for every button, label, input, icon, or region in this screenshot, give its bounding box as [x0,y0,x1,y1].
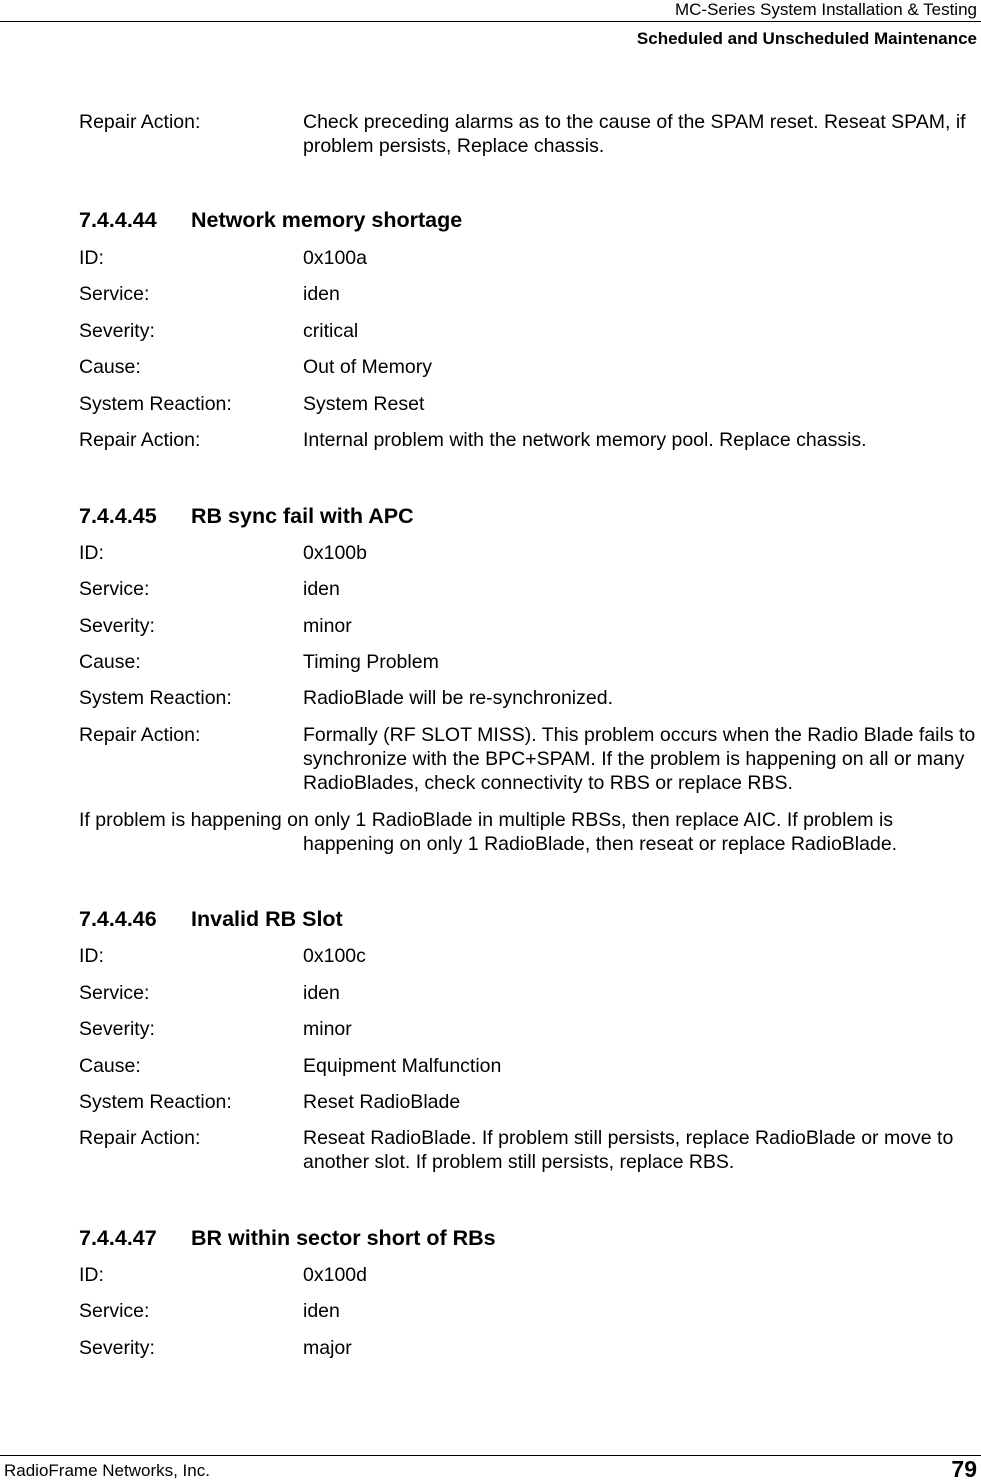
field-label: Severity: [79,320,155,342]
field-label: Cause: [79,1055,141,1077]
field-value: Internal problem with the network memory pool. Replace chassis. [303,429,867,451]
section-heading-44 [79,207,462,233]
note-paragraph [79,808,977,856]
field-row [79,1017,977,1041]
field-label: ID: [79,542,104,564]
field-label: Repair Action: [79,1127,201,1149]
field-label: Repair Action: [79,429,201,451]
running-header-title: MC-Series System Installation & Testing [674,0,977,19]
field-label: Cause: [79,356,141,378]
field-value: 0x100a [303,247,367,269]
field-row [79,319,977,343]
field-row [79,686,977,710]
field-value: minor [303,1018,352,1040]
field-label: Severity: [79,615,155,637]
field-label: System Reaction: [79,393,232,415]
field-label: Repair Action: [79,724,201,746]
page-number: 79 [951,1456,977,1482]
field-value: critical [303,320,359,342]
field-row [79,981,977,1005]
field-row [79,614,977,638]
section-title: RB sync fail with APC [191,504,414,528]
field-label: ID: [79,945,104,967]
field-row [79,392,977,416]
footer-rule [0,1455,981,1456]
field-row [79,723,977,795]
field-row [79,282,977,306]
field-label: Cause: [79,651,141,673]
field-value: iden [303,982,340,1004]
field-row [79,541,977,565]
footer-company: RadioFrame Networks, Inc. [4,1461,210,1480]
field-value: Out of Memory [303,356,432,378]
field-row [79,1126,977,1174]
field-label: Service: [79,578,150,600]
field-value: 0x100c [303,945,366,967]
field-row [79,355,977,379]
section-heading-47 [79,1225,496,1251]
field-value: iden [303,1300,340,1322]
field-label: ID: [79,1264,104,1286]
section-heading-45 [79,503,414,529]
field-value: Timing Problem [303,651,439,673]
field-row [79,944,977,968]
field-row [79,1299,977,1323]
field-label: ID: [79,247,104,269]
intro-repair-row [79,110,977,158]
section-title: Network memory shortage [191,208,463,232]
field-row [79,246,977,270]
field-value: Check preceding alarms as to the cause of the SPAM reset. Reseat SPAM, if problem persists, Replace chassis. [303,111,966,157]
field-value: iden [303,578,340,600]
field-label: Service: [79,982,150,1004]
field-value: System Reset [303,393,425,415]
section-title: Invalid RB Slot [191,907,343,931]
field-row [79,1263,977,1287]
field-label: Service: [79,283,150,305]
section-number: 7.4.4.45 [79,504,157,528]
field-row [79,1054,977,1078]
field-label: Repair Action: [79,111,201,133]
field-row [79,1090,977,1114]
field-value: RadioBlade will be re-synchronized. [303,687,613,709]
field-value: iden [303,283,340,305]
field-row [79,428,977,452]
section-number: 7.4.4.46 [79,907,157,931]
header-rule [0,21,981,22]
field-row [79,650,977,674]
field-value: 0x100d [303,1264,367,1286]
field-label: Severity: [79,1018,155,1040]
field-label: System Reaction: [79,687,232,709]
field-label: System Reaction: [79,1091,232,1113]
field-label: Service: [79,1300,150,1322]
field-row [79,1336,977,1360]
section-heading-46 [79,906,343,932]
field-value: Reseat RadioBlade. If problem still persists, replace RadioBlade or move to another slot. If problem still persists, replace RBS. [303,1127,954,1173]
field-value: 0x100b [303,542,367,564]
field-value: Formally (RF SLOT MISS). This problem occurs when the Radio Blade fails to synchronize with the BPC+SPAM. If the problem is happening on all or many RadioBlades, check connectivity to RBS or replace RBS. [303,724,976,794]
field-value: Reset RadioBlade [303,1091,461,1113]
field-value: Equipment Malfunction [303,1055,502,1077]
section-number: 7.4.4.44 [79,208,157,232]
section-number: 7.4.4.47 [79,1226,157,1250]
note-continuation: happening on only 1 RadioBlade, then reseat or replace RadioBlade. [303,833,898,855]
field-value: minor [303,615,352,637]
section-title: BR within sector short of RBs [191,1226,496,1250]
field-label: Severity: [79,1337,155,1359]
field-row [79,577,977,601]
field-value: major [303,1337,352,1359]
running-header-subtitle: Scheduled and Unscheduled Maintenance [636,29,977,48]
note-first-line: If problem is happening on only 1 RadioBlade in multiple RBSs, then replace AIC. If problem is [79,809,894,831]
